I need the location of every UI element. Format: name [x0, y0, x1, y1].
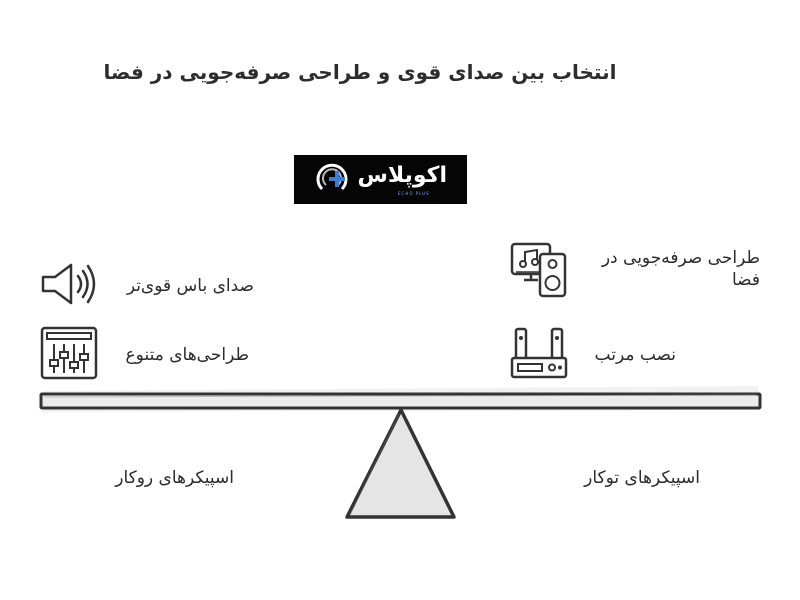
right-item-label-1: طراحی صرفه‌جویی در فضا — [601, 248, 760, 290]
right-caption: اسپیکرهای توکار — [584, 468, 700, 488]
logo-subtext: ECHO PLUS — [398, 191, 430, 196]
logo-text: اکوپلاس — [357, 163, 447, 188]
monitor-speaker-icon — [510, 242, 568, 298]
right-item-label-2: نصب مرتب — [594, 345, 676, 365]
left-caption: اسپیکرهای روکار — [115, 468, 234, 488]
speaker-icon — [40, 262, 98, 306]
left-item-label-1: صدای باس قوی‌تر — [126, 276, 254, 296]
left-item-label-2: طراحی‌های متنوع — [125, 345, 249, 365]
fulcrum — [347, 410, 454, 517]
page-title: انتخاب بین صدای قوی و طراحی صرفه‌جویی در فضا — [103, 60, 617, 84]
